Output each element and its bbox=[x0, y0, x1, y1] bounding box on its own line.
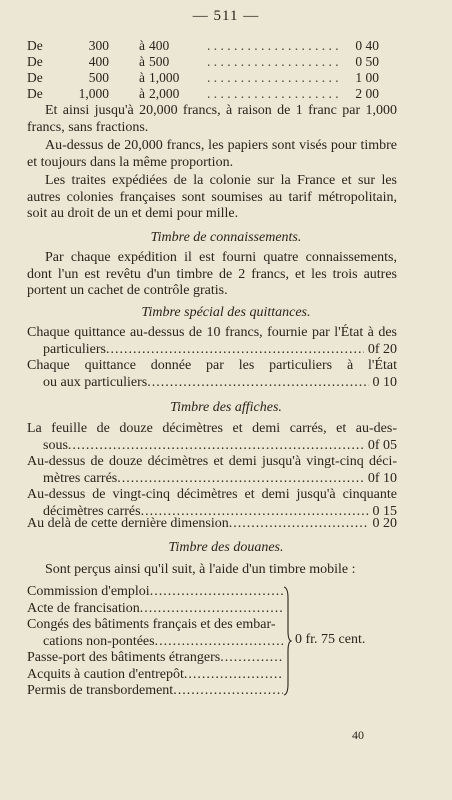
paragraph: Et ainsi jusqu'à 20,000 francs, à raison de 1 franc par 1,000 francs, sans fractions. bbox=[27, 103, 397, 135]
leader-dots bbox=[147, 375, 368, 392]
paragraph: Les traites expédiées de la colonie sur la France et sur les autres colonies françaises sont soumises au tarif métropolitain, soit au droit de un et demi pour mille. bbox=[27, 173, 397, 221]
leader-dots bbox=[140, 601, 283, 618]
tarif-row: De 300 à 400 . . . 0 40 bbox=[27, 38, 379, 54]
tarif-row: De 400 à 500 . . . 0 50 bbox=[27, 54, 379, 70]
leader-dots bbox=[173, 683, 283, 700]
tarif-row: De 500 à 1,000 . . . 1 00 bbox=[27, 70, 379, 86]
list-item: Permis de transbordement ..... bbox=[27, 683, 283, 700]
signature-mark: 40 bbox=[352, 728, 364, 742]
leader-dots bbox=[207, 70, 339, 86]
section-heading: Timbre des douanes. bbox=[168, 540, 284, 555]
tarif-table bbox=[27, 38, 379, 102]
leader-dots bbox=[229, 516, 369, 533]
tarif-entry: Au-dessus de douze décimètres et demi jusqu'à vingt-cinq déci- mètres carrés ..... 0f 10 bbox=[27, 454, 397, 487]
section-heading: Timbre de connaissements. bbox=[150, 230, 302, 245]
tarif-entry: Au-dessus de vingt-cinq décimètres et demi jusqu'à cinquante décimètres carrés ..... 0 15 bbox=[27, 487, 397, 520]
douanes-total: 0 fr. 75 cent. bbox=[295, 632, 366, 647]
list-item: Passe-port des bâtiments étrangers ..... bbox=[27, 650, 283, 667]
tarif-entry: Chaque quittance au-dessus de 10 francs, fournie par l'État à des particuliers ..... 0f 20 bbox=[27, 325, 397, 358]
leader-dots bbox=[207, 86, 339, 102]
curly-brace-icon bbox=[282, 586, 292, 696]
paragraph: Par chaque expédition il est fourni quatre connaissements, dont l'un est revêtu d'un timbre de 2 francs, et les trois autres portent un cachet de contrôle gratis. bbox=[27, 250, 397, 298]
tarif-row: De 1,000 à 2,000 . . . 2 00 bbox=[27, 86, 379, 102]
leader-dots bbox=[117, 471, 364, 488]
tarif-entry: La feuille de douze décimètres et demi carrés, et au-des- sous ..... 0f 05 bbox=[27, 421, 397, 454]
douanes-list bbox=[27, 584, 407, 700]
page-number: — 511 — bbox=[192, 8, 260, 24]
tarif-entry: Chaque quittance donnée par les particuliers à l'État ou aux particuliers ..... 0 10 bbox=[27, 358, 397, 391]
section-heading: Timbre spécial des quittances. bbox=[141, 305, 311, 320]
leader-dots bbox=[106, 342, 364, 359]
leader-dots bbox=[150, 584, 283, 601]
leader-dots bbox=[207, 38, 339, 54]
list-item: Acquits à caution d'entrepôt ..... bbox=[27, 667, 283, 684]
leader-dots bbox=[207, 54, 339, 70]
leader-dots bbox=[155, 634, 283, 651]
paragraph: Sont perçus ainsi qu'il suit, à l'aide d'un timbre mobile : bbox=[45, 562, 356, 577]
list-item: cations non-pontées ..... bbox=[27, 634, 283, 651]
leader-dots bbox=[68, 438, 364, 455]
leader-dots bbox=[220, 650, 283, 667]
list-item: Commission d'emploi ..... bbox=[27, 584, 283, 601]
list-item: Congés des bâtiments français et des embar- bbox=[27, 617, 276, 632]
leader-dots bbox=[184, 667, 283, 684]
tarif-entry: Au delà de cette dernière dimension ..... 0 20 bbox=[27, 516, 397, 533]
section-heading: Timbre des affiches. bbox=[170, 400, 282, 415]
paragraph: Au-dessus de 20,000 francs, les papiers sont visés pour timbre et toujours dans la même proportion. bbox=[27, 138, 397, 170]
list-item: Acte de francisation ..... bbox=[27, 601, 283, 618]
